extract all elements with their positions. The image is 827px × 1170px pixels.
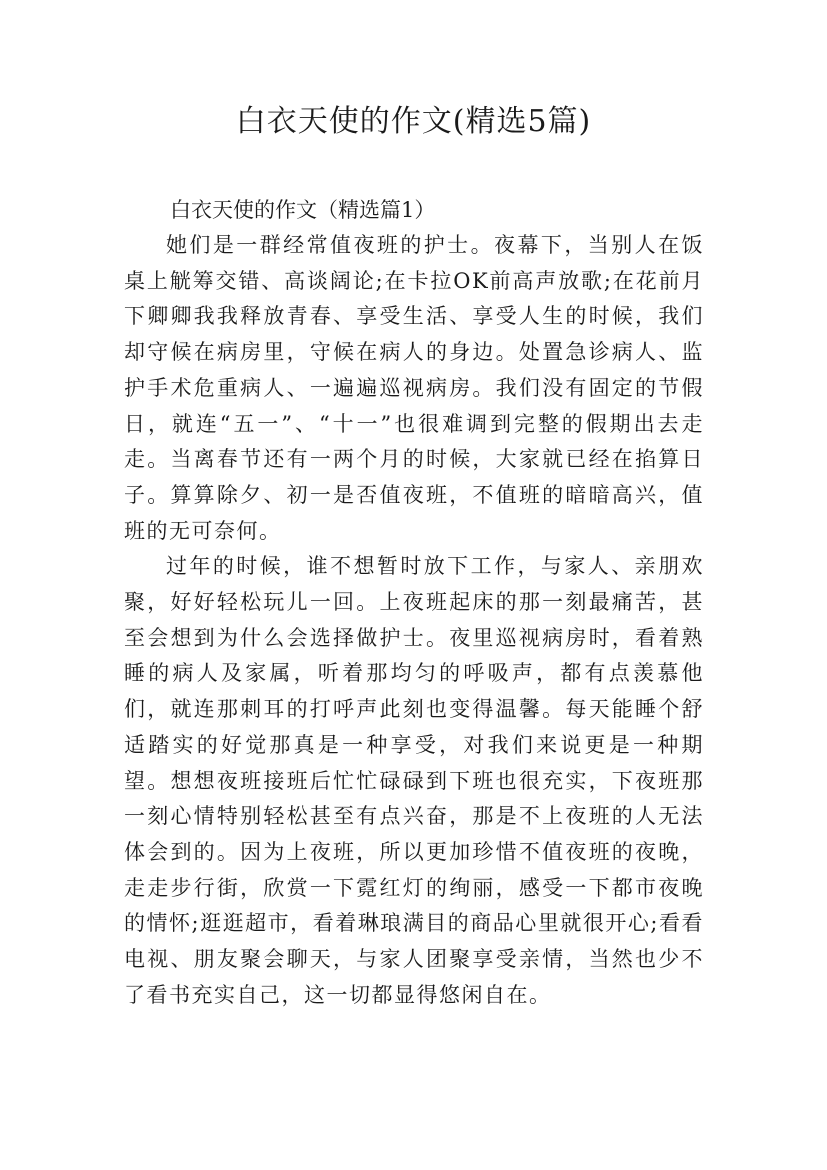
section-heading: 白衣天使的作文（精选篇1） (170, 198, 436, 222)
paragraph-1: 她们是一群经常值夜班的护士。夜幕下，当别人在饭桌上觥筹交错、高谈阔论;在卡拉OK前高声放歌;在花前月下卿卿我我释放青春、享受生活、享受人生的时候，我们却守候在病房里，守候在病人的身边。处置急诊病人、监护手术危重病人、一遍遍巡视病房。我们没有固定的节假日，就连“五一”、“十一”也很难调到完整的假期出去走走。当离春节还有一两个月的时候，大家就已经在掐算日子。算算除夕、初一是否值夜班，不值班的暗暗高兴，值班的无可奈何。 (124, 233, 704, 543)
document-title: 白衣天使的作文(精选5篇) (235, 104, 592, 139)
paragraph-2: 过年的时候，谁不想暂时放下工作，与家人、亲朋欢聚，好好轻松玩儿一回。上夜班起床的那一刻最痛苦，甚至会想到为什么会选择做护士。夜里巡视病房时，看着熟睡的病人及家属，听着那均匀的呼吸声，都有点羡慕他们，就连那刺耳的打呼声此刻也变得温馨。每天能睡个舒适踏实的好觉那真是一种享受，对我们来说更是一种期望。想想夜班接班后忙忙碌碌到下班也很充实，下夜班那一刻心情特别轻松甚至有点兴奋，那是不上夜班的人无法体会到的。因为上夜班，所以更加珍惜不值夜班的夜晚，走走步行街，欣赏一下霓红灯的绚丽，感受一下都市夜晚的情怀;逛逛超市，看着琳琅满目的商品心里就很开心;看看电视、朋友聚会聊天，与家人团聚享受亲情，当然也少不了看书充实自己，这一切都显得悠闲自在。 (124, 554, 704, 1007)
document-body (124, 193, 704, 1013)
